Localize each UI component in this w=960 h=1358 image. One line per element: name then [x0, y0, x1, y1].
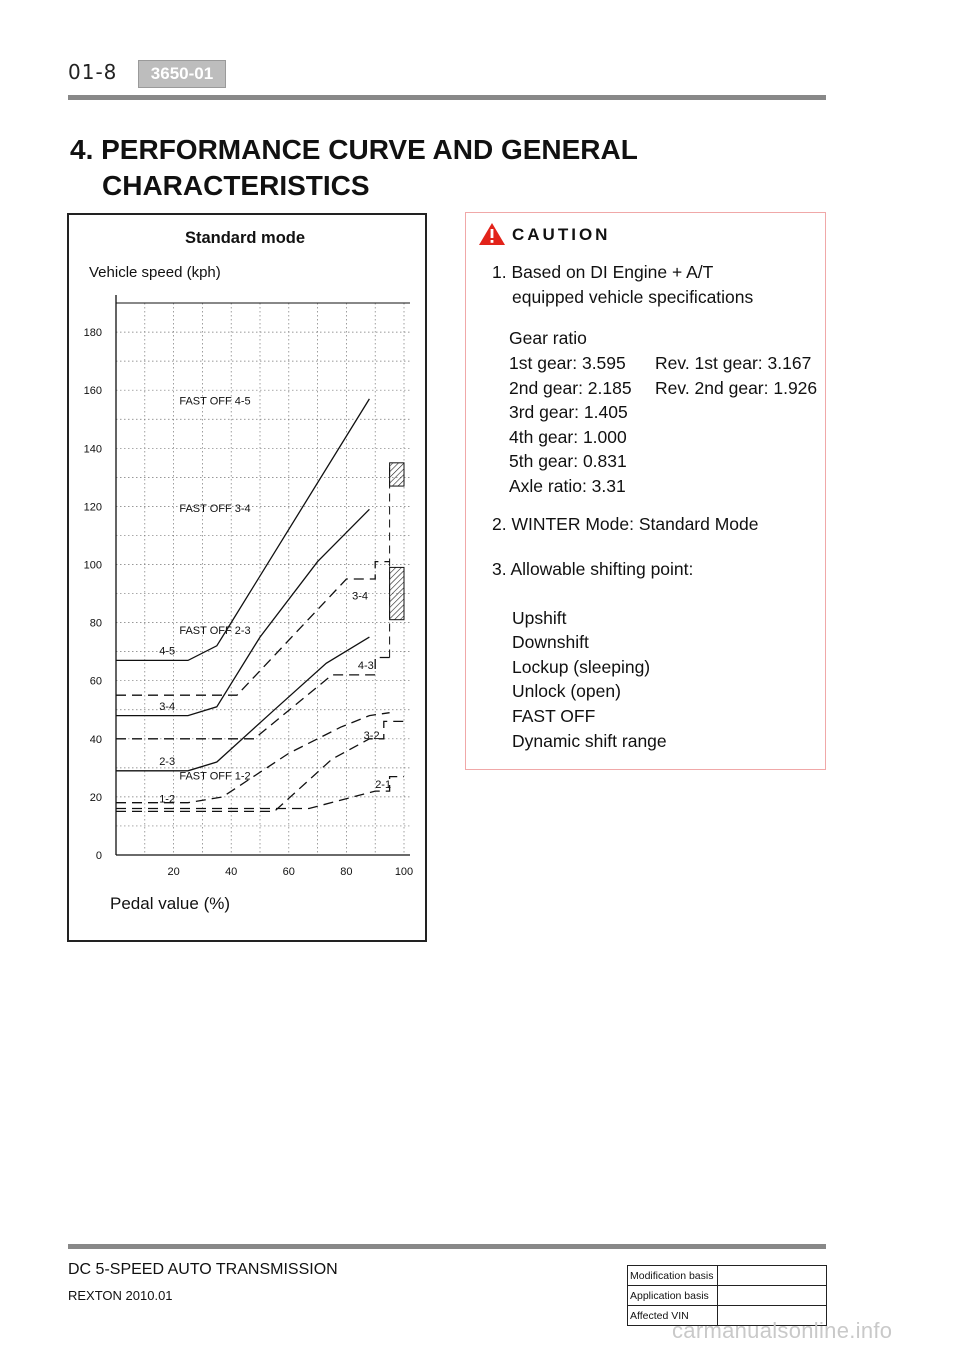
performance-chart — [69, 215, 425, 940]
caution-item-2: 2. WINTER Mode: Standard Mode — [492, 514, 759, 534]
page-title — [70, 132, 638, 204]
fast-off-label: FAST OFF 4-5 — [179, 395, 251, 408]
shift-line-label: 2-1 — [375, 779, 392, 792]
y-tick-label: 80 — [89, 617, 102, 630]
fast-off-label: FAST OFF 1-2 — [179, 770, 251, 783]
y-tick-label: 0 — [95, 850, 102, 862]
y-tick-label: 40 — [89, 733, 102, 746]
shift-line-4-3-dashed — [116, 658, 390, 739]
shift-line-label: 3-2 — [363, 729, 380, 742]
caution-item-1-continued: equipped vehicle specifications — [512, 287, 754, 307]
caution-panel — [465, 212, 826, 770]
shift-line-1-2-dashed — [116, 713, 390, 803]
watermark: carmanualsonline.info — [672, 1318, 893, 1343]
x-tick-label: 60 — [282, 866, 295, 878]
fast-off-label: FAST OFF 3-4 — [179, 503, 251, 516]
dynamic-shift-range-mark — [390, 463, 404, 486]
gear-ratio-row: 2nd gear: 2.185 — [509, 378, 632, 398]
table-cell-value — [718, 1266, 827, 1286]
legend-item-downshift: Downshift — [512, 632, 589, 652]
caution-heading: CAUTION — [512, 225, 611, 244]
performance-chart-panel — [67, 213, 427, 942]
caution-item-3: 3. Allowable shifting point: — [492, 559, 694, 579]
y-tick-label: 60 — [89, 675, 102, 688]
y-tick-label: 20 — [89, 791, 102, 804]
header-rule — [68, 95, 826, 100]
y-tick-label: 120 — [83, 501, 102, 514]
x-tick-label: 100 — [394, 866, 414, 878]
page-number: 01-8 — [68, 60, 118, 84]
fast-off-label: FAST OFF 2-3 — [179, 625, 251, 638]
legend-item-lockup: Lockup (sleeping) — [512, 657, 651, 677]
shift-line-label: 1-2 — [159, 793, 176, 806]
axle-ratio-row: Axle ratio: 3.31 — [509, 476, 626, 496]
reverse-gear-ratio-row: Rev. 1st gear: 3.167 — [655, 353, 812, 373]
legend-item-upshift: Upshift — [512, 608, 567, 628]
y-tick-label: 100 — [83, 559, 102, 572]
section-code-badge: 3650-01 — [138, 60, 226, 88]
table-row — [628, 1266, 827, 1286]
page-title-line-1: 4. PERFORMANCE CURVE AND GENERAL — [70, 134, 638, 165]
table-cell-value — [718, 1286, 827, 1306]
legend-item-dynamic-shift-range: Dynamic shift range — [512, 731, 667, 751]
table-cell-label: Affected VIN — [628, 1306, 718, 1326]
x-tick-label: 80 — [340, 866, 353, 878]
caution-item-1: 1. Based on DI Engine + A/T — [492, 262, 714, 282]
warning-triangle-icon — [478, 222, 506, 246]
reverse-gear-ratio-row: Rev. 2nd gear: 1.926 — [655, 378, 818, 398]
gear-ratio-row: 5th gear: 0.831 — [509, 451, 627, 471]
y-tick-label: 160 — [83, 385, 102, 398]
table-row — [628, 1286, 827, 1306]
x-axis-label: Pedal value (%) — [110, 894, 231, 913]
shift-line-3-4-solid — [116, 509, 369, 715]
y-tick-label: 180 — [83, 327, 102, 340]
table-cell-label: Application basis — [628, 1286, 718, 1306]
x-tick-label: 40 — [225, 866, 238, 878]
table-cell-label: Modification basis — [628, 1266, 718, 1286]
legend-item-fast-off: FAST OFF — [512, 706, 596, 726]
legend-item-unlock: Unlock (open) — [512, 681, 621, 701]
modification-table — [627, 1265, 827, 1326]
footer-subtitle: REXTON 2010.01 — [68, 1288, 173, 1303]
shift-line-3-4-dashed — [116, 562, 390, 696]
y-axis-label: Vehicle speed (kph) — [89, 264, 221, 281]
x-tick-label: 20 — [167, 866, 180, 878]
chart-title: Standard mode — [184, 229, 306, 247]
shift-line-label: 4-5 — [159, 645, 176, 658]
shift-line-2-3-solid — [116, 637, 369, 771]
footer-title: DC 5-SPEED AUTO TRANSMISSION — [68, 1261, 338, 1278]
shift-line-label: 2-3 — [159, 755, 176, 768]
gear-ratio-row: 1st gear: 3.595 — [509, 353, 626, 373]
gear-ratio-row: 3rd gear: 1.405 — [509, 402, 628, 422]
footer-rule — [68, 1244, 826, 1249]
gear-ratio-title: Gear ratio — [509, 328, 587, 348]
shift-line-4-5-solid — [116, 399, 369, 661]
y-tick-label: 140 — [83, 443, 102, 456]
shift-line-label: 4-3 — [357, 660, 374, 673]
dynamic-shift-range-mark — [390, 567, 404, 619]
shift-line-label: 3-4 — [159, 700, 176, 713]
gear-ratio-row: 4th gear: 1.000 — [509, 427, 627, 447]
page-title-line-2: CHARACTERISTICS — [102, 170, 370, 201]
shift-line-label: 3-4 — [352, 590, 369, 603]
